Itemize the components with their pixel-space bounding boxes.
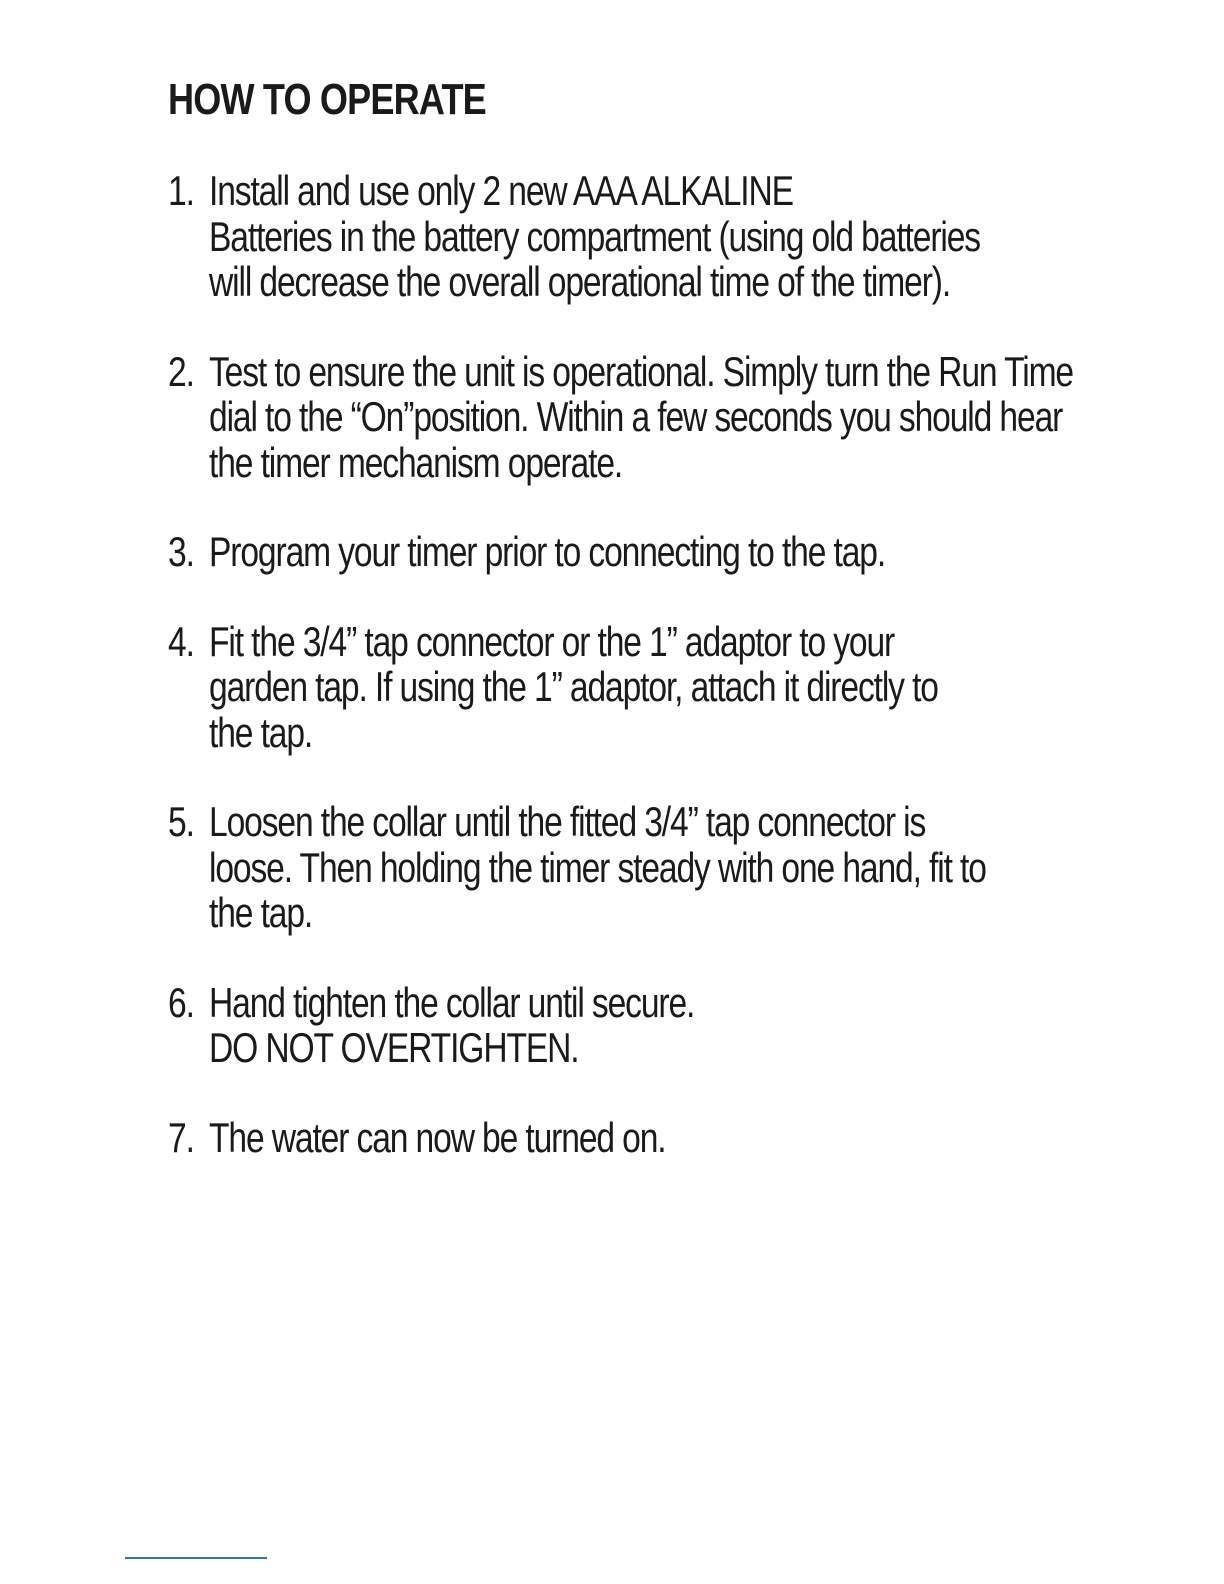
- step-number: 1.: [168, 167, 194, 214]
- step-6: [168, 980, 1208, 1071]
- step-number: 3.: [168, 528, 194, 575]
- step-text-line: dial to the “On”position. Within a few seconds you should hear: [209, 393, 1063, 440]
- step-text-line: loose. Then holding the timer steady with one hand, fit to: [209, 843, 986, 891]
- step-text-line: the tap.: [209, 889, 313, 936]
- footer-rule: [125, 1557, 267, 1559]
- step-3: [168, 529, 1208, 575]
- step-4: [168, 619, 1208, 756]
- step-text-line: Fit the 3/4” tap connector or the 1” adaptor to your: [209, 617, 895, 665]
- step-text-line: garden tap. If using the 1” adaptor, attach it directly to: [209, 663, 938, 710]
- step-text-line: Program your timer prior to connecting to the tap.: [209, 528, 886, 575]
- step-text-line: Hand tighten the collar until secure.: [209, 978, 695, 1026]
- step-number: 2.: [168, 347, 194, 395]
- instruction-list: [168, 168, 1208, 1204]
- step-7: [168, 1115, 1208, 1161]
- step-text-line: Loosen the collar until the fitted 3/4” tap connector is: [209, 798, 926, 845]
- step-text-line: Install and use only 2 new AAA ALKALINE: [209, 167, 793, 214]
- step-text-line: the timer mechanism operate.: [209, 438, 623, 486]
- step-number: 6.: [168, 978, 194, 1026]
- step-text-line: The water can now be turned on.: [209, 1113, 666, 1161]
- step-text-line: Batteries in the battery compartment (using old batteries: [209, 212, 980, 260]
- step-number: 7.: [168, 1113, 194, 1161]
- step-number: 5.: [168, 798, 194, 845]
- step-text-line: Test to ensure the unit is operational. Simply turn the Run Time: [209, 347, 1074, 395]
- step-text-line: DO NOT OVERTIGHTEN.: [209, 1024, 579, 1071]
- step-1: [168, 168, 1208, 305]
- step-5: [168, 799, 1208, 936]
- step-text-line: will decrease the overall operational time of the timer).: [209, 258, 951, 305]
- step-2: [168, 349, 1208, 486]
- page-title: HOW TO OPERATE: [168, 75, 486, 124]
- step-text-line: the tap.: [209, 708, 313, 756]
- step-number: 4.: [168, 617, 194, 665]
